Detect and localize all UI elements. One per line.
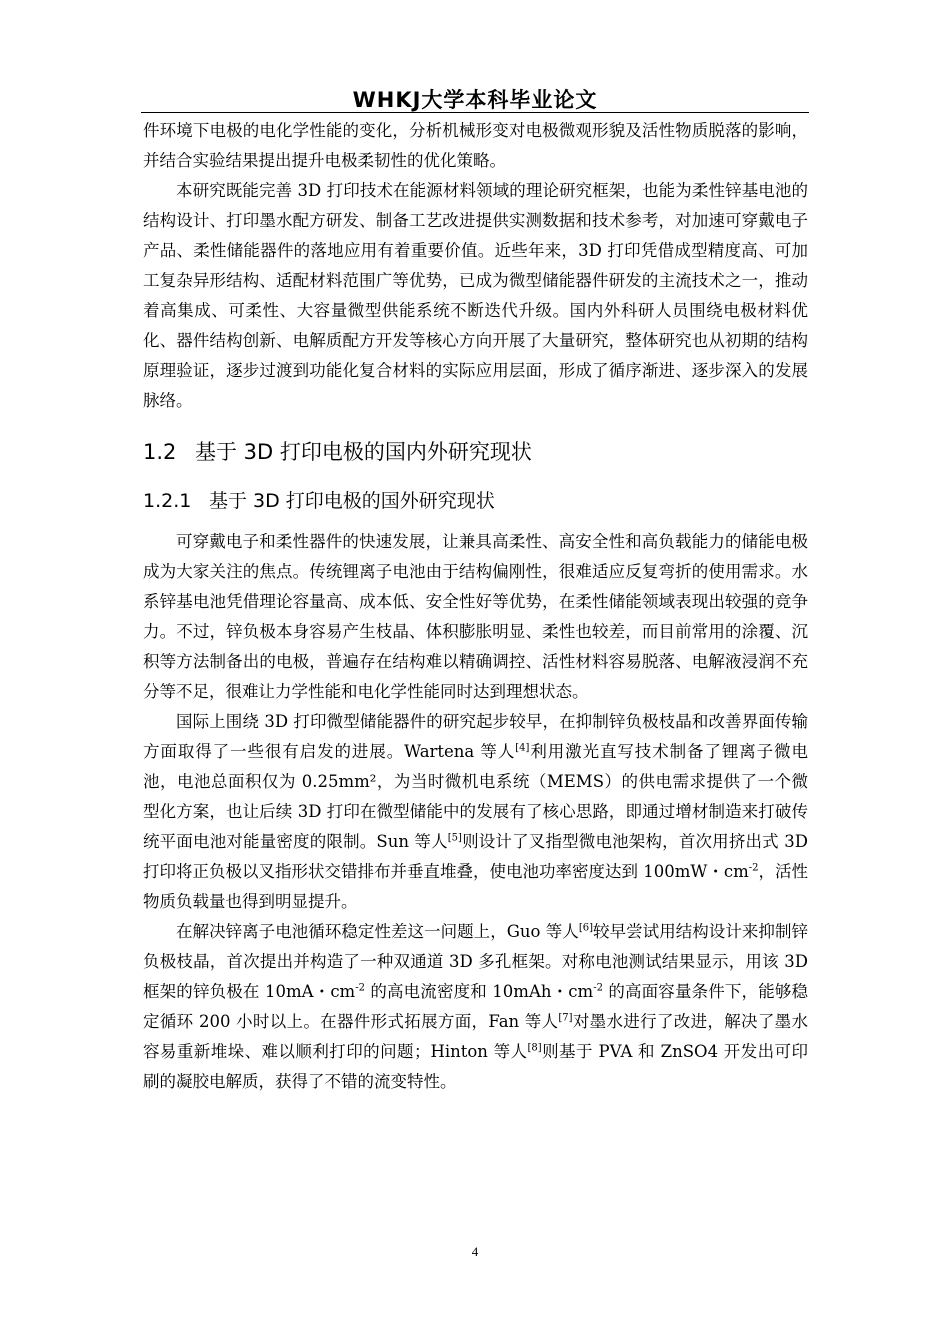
foreign-research-text-block bbox=[143, 527, 808, 1097]
citation: [5] bbox=[447, 832, 462, 844]
section-title: 基于 3D 打印电极的国内外研究现状 bbox=[195, 440, 532, 464]
citation: [4] bbox=[515, 742, 530, 754]
intro-text-block bbox=[143, 116, 808, 416]
subsection-number: 1.2.1 bbox=[143, 490, 192, 512]
exponent: -2 bbox=[355, 982, 365, 994]
paragraph: 本研究既能完善 3D 打印技术在能源材料领域的理论研究框架，也能为柔性锌基电池的结构设计、打印墨水配方研发、制备工艺改进提供实测数据和技术参考，对加速可穿戴电子产品、柔性储能器件的落地应用有着重要价值。近些年来，3D 打印凭借成型精度高、可加工复杂异形结构、适配材料范围广等优势，已成为微型储能器件研发的主流技术之一，推动着高集成、可柔性、大容量微型供能系统不断迭代升级。国内外科研人员围绕电极材料优化、器件结构创新、电解质配方开发等核心方向开展了大量研究，整体研究也从初期的结构原理验证，逐步过渡到功能化复合材料的实际应用层面，形成了循序渐进、逐步深入的发展脉络。 bbox=[143, 181, 808, 410]
section-number: 1.2 bbox=[143, 440, 177, 464]
paragraph: 在解决锌离子电池循环稳定性差这一问题上，Guo 等人[6]较早尝试用结构设计来抑制锌负极枝晶，首次提出并构造了一种双通道 3D 多孔框架。对称电池测试结果显示，用该 3D 框架的锌负极在 10mA・$cm^{-2}$ 的高电流密度和 10mAh・$cm^{-2}$ 的高面容量条件下，能够稳定循环 200 小时以上。在器件形式拓展方面，Fan 等人[7]对墨水进行了改进，解决了墨水容易重新堆垛、难以顺利打印的问题；Hinton 等人[8]则基于 PVA 和 ZnSO4 开发出可印刷的凝胶电解质，获得了不错的流变特性。 bbox=[143, 922, 808, 1091]
section-heading-1-2-1 bbox=[143, 486, 808, 513]
exponent: -2 bbox=[748, 862, 759, 874]
page-number: 4 bbox=[471, 1244, 479, 1259]
paragraph: 可穿戴电子和柔性器件的快速发展，让兼具高柔性、高安全性和高负载能力的储能电极成为大家关注的焦点。传统锂离子电池由于结构偏刚性，很难适应反复弯折的使用需求。水系锌基电池凭借理论容量高、成本低、安全性好等优势，在柔性储能领域表现出较强的竞争力。不过，锌负极本身容易产生枝晶、体积膨胀明显、柔性也较差，而目前常用的涂覆、沉积等方法制备出的电极，普遍存在结构难以精确调控、活性材料容易脱落、电解液浸润不充分等不足，很难让力学性能和电化学性能同时达到理想状态。 bbox=[143, 532, 808, 701]
section-heading-1-2 bbox=[143, 436, 808, 466]
citation: [8] bbox=[527, 1042, 542, 1054]
citation: [6] bbox=[578, 922, 594, 934]
running-header: WHKJ大学本科毕业论文 bbox=[352, 88, 598, 112]
subsection-title: 基于 3D 打印电极的国外研究现状 bbox=[209, 490, 495, 512]
paragraph: 件环境下电极的电化学性能的变化，分析机械形变对电极微观形貌及活性物质脱落的影响，并结合实验结果提出提升电极柔韧性的优化策略。 bbox=[143, 121, 808, 170]
citation: [7] bbox=[558, 1012, 573, 1024]
exponent: -2 bbox=[593, 982, 603, 994]
paragraph: 国际上围绕 3D 打印微型储能器件的研究起步较早，在抑制锌负极枝晶和改善界面传输方面取得了一些很有启发的进展。Wartena 等人[4]利用激光直写技术制备了锂离子微电池，电池总面积仅为 0.25mm²，为当时微机电系统（MEMS）的供电需求提供了一个微型化方案，也让后续 3D 打印在微型储能中的发展有了核心思路，即通过增材制造来打破传统平面电池对能量密度的限制。Sun 等人[5]则设计了叉指型微电池架构，首次用挤出式 3D 打印将正负极以叉指形状交错排布并垂直堆叠，使电池功率密度达到 100mW・$cm^{-2}$，活性物质负载量也得到明显提升。 bbox=[143, 712, 809, 911]
header-rule bbox=[141, 112, 809, 113]
